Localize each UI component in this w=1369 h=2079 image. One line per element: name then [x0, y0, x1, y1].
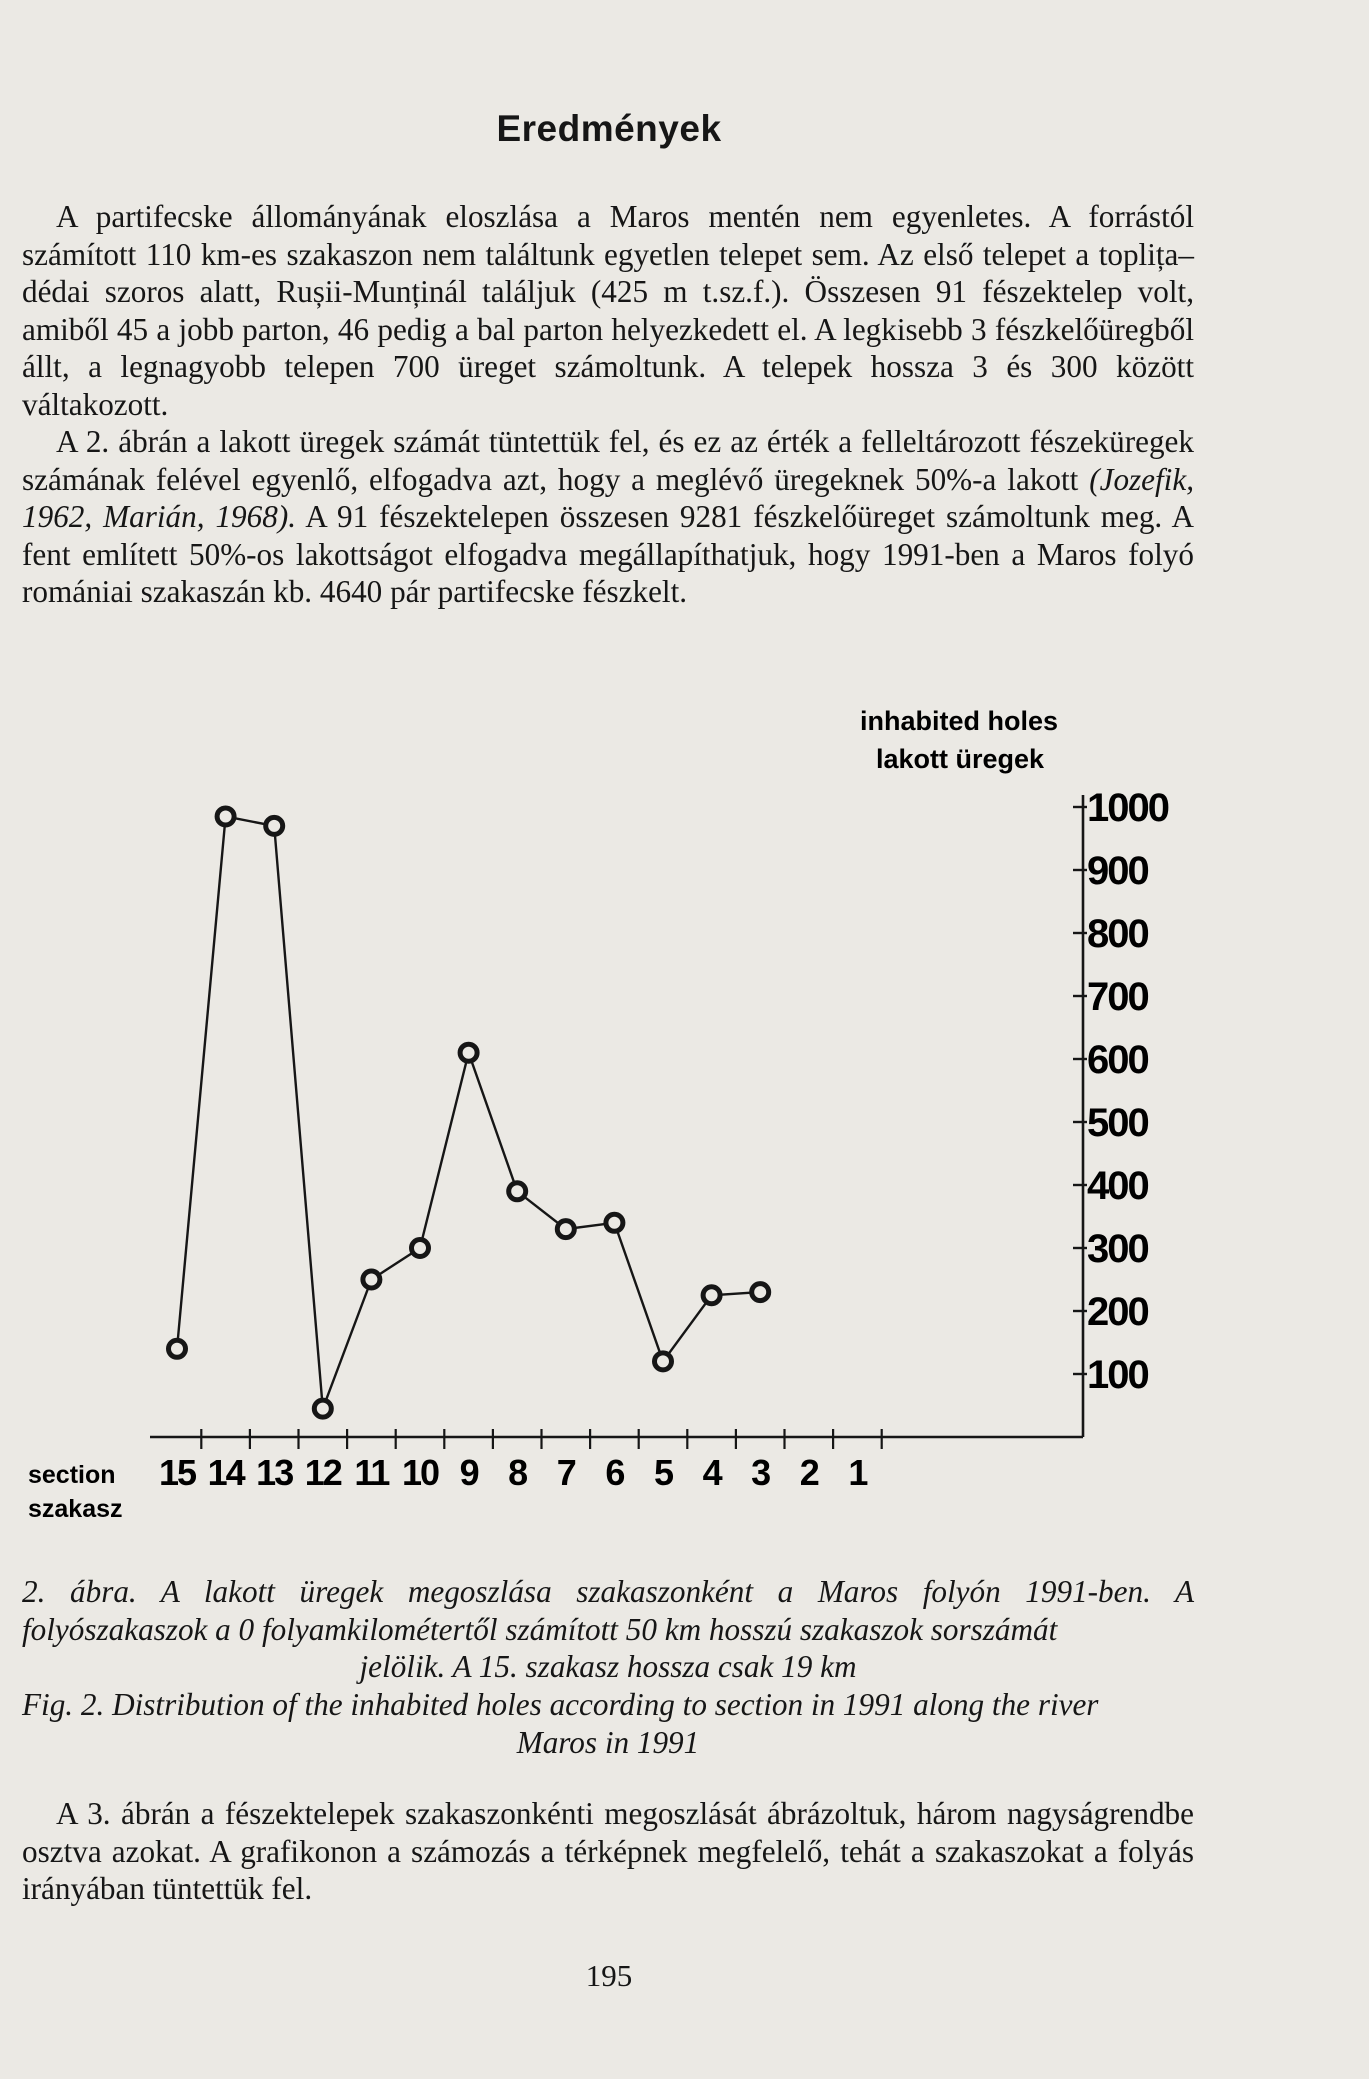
x-axis-label-hu: szakasz [28, 1495, 123, 1523]
paragraph-3: A 3. ábrán a fészektelepek szakaszonkénti megoszlását ábrázoltuk, három nagyságrendbe osztva azokat. A grafikonon a számozás a térképnek megfelelő, tehát a szakaszokat a folyás irányában tüntettük fel. [22, 1796, 1194, 1906]
paragraph-1: A partifecske állományának eloszlása a Maros mentén nem egyenletes. A forrástól számított 110 km-es szakaszon nem találtunk egyetlen telepet sem. Az első telepet a toplița–dédai szoros alatt, Rușii-Munținál találjuk (425 m t.sz.f.). Összesen 91 fészektelep volt, amiből 45 a jobb parton, 46 pedig a bal parton helyezkedett el. A legkisebb 3 fészkelőüregből állt, a legnagyobb telepen 700 üreget számoltunk. A telepek hossza 3 és 300 között váltakozott. [22, 199, 1194, 422]
x-tick-label: 6 [605, 1452, 624, 1493]
data-point [169, 1340, 186, 1357]
data-point [752, 1284, 769, 1301]
data-point [363, 1271, 380, 1288]
data-point [266, 817, 283, 834]
x-tick-label: 15 [158, 1452, 196, 1493]
x-tick-label: 14 [207, 1452, 244, 1493]
data-point [509, 1183, 526, 1200]
page-number: 195 [585, 1958, 633, 1993]
caption-en-line-2: Maros in 1991 [516, 1724, 700, 1760]
chart-frame [150, 795, 1083, 1437]
y-tick-label: 500 [1087, 1101, 1148, 1145]
x-tick-label: 4 [702, 1452, 721, 1493]
y-tick-label: 900 [1087, 849, 1148, 893]
caption-en-line-1: Fig. 2. Distribution of the inhabited holes according to section in 1991 along the river [22, 1687, 1099, 1722]
chart-ticks [201, 807, 1087, 1449]
y-tick-label: 100 [1087, 1353, 1148, 1397]
x-tick-label: 7 [556, 1452, 575, 1493]
caption-hu-line-1: 2. ábra. A lakott üregek megoszlása szakaszonként a Maros folyón 1991-ben. A folyószakaszok a 0 folyamkilométertől számított 50 km hosszú szakaszok sorszámát [22, 1574, 1194, 1647]
data-point [655, 1353, 672, 1370]
x-tick-label: 13 [256, 1452, 293, 1493]
caption-hu-line-2: jelölik. A 15. szakasz hossza csak 19 km [359, 1649, 857, 1684]
x-tick-label: 1 [848, 1452, 867, 1493]
caption-english [22, 1686, 1194, 1761]
chart-points [169, 808, 769, 1417]
y-tick-label: 1000 [1087, 786, 1168, 830]
citation: (Jozefik, 1962, Marián, 1968). [22, 461, 1194, 534]
x-tick-label: 8 [508, 1452, 527, 1493]
x-tick-label: 3 [751, 1452, 770, 1493]
section-heading: Eredmények [496, 108, 722, 149]
y-tick-label: 400 [1087, 1164, 1148, 1208]
y-tick-label: 800 [1087, 912, 1148, 956]
y-tick-label: 700 [1087, 975, 1148, 1019]
data-point [557, 1221, 574, 1238]
x-tick-label: 9 [459, 1452, 478, 1493]
data-point [314, 1400, 331, 1417]
x-tick-label: 11 [354, 1452, 389, 1493]
series-line [177, 816, 760, 1408]
x-tick-label: 12 [304, 1452, 341, 1493]
caption-hungarian [22, 1573, 1194, 1686]
data-point [460, 1044, 477, 1061]
data-point [703, 1287, 720, 1304]
chart-series-line [177, 816, 760, 1408]
body-text-block-2 [22, 1795, 1194, 1908]
y-tick-label: 200 [1087, 1290, 1148, 1334]
x-tick-label: 5 [653, 1452, 673, 1493]
data-point [412, 1240, 429, 1257]
y-axis-label-hu: lakott üregek [876, 744, 1045, 774]
y-tick-label: 300 [1087, 1227, 1148, 1271]
y-tick-label: 600 [1087, 1038, 1148, 1082]
y-axis-label-en: inhabited holes [860, 706, 1059, 736]
paragraph-2-end: A 91 fészektelepen összesen 9281 fészkelőüreget számoltunk meg. A fent említett 50%-os lakottságot elfogadva megállapíthatjuk, hogy 1991-ben a Maros folyó romániai szakaszán kb. 4640 pár partifecske fészkelt. [22, 499, 1194, 609]
figure-2-chart [0, 690, 1369, 1560]
x-tick-label: 2 [799, 1452, 818, 1493]
body-text-block [22, 198, 1194, 611]
x-tick-label: 10 [401, 1452, 439, 1493]
data-point [606, 1214, 623, 1231]
x-axis-label-en: section [28, 1461, 116, 1489]
data-point [217, 808, 234, 825]
paragraph-2-start: A 2. ábrán a lakott üregek számát tüntettük fel, és ez az érték a felleltározott fészeküregek számának felével egyenlő, elfogadva azt, hogy a meglévő üregeknek 50%-a lakott [22, 424, 1194, 497]
paragraph-2 [22, 423, 1194, 611]
